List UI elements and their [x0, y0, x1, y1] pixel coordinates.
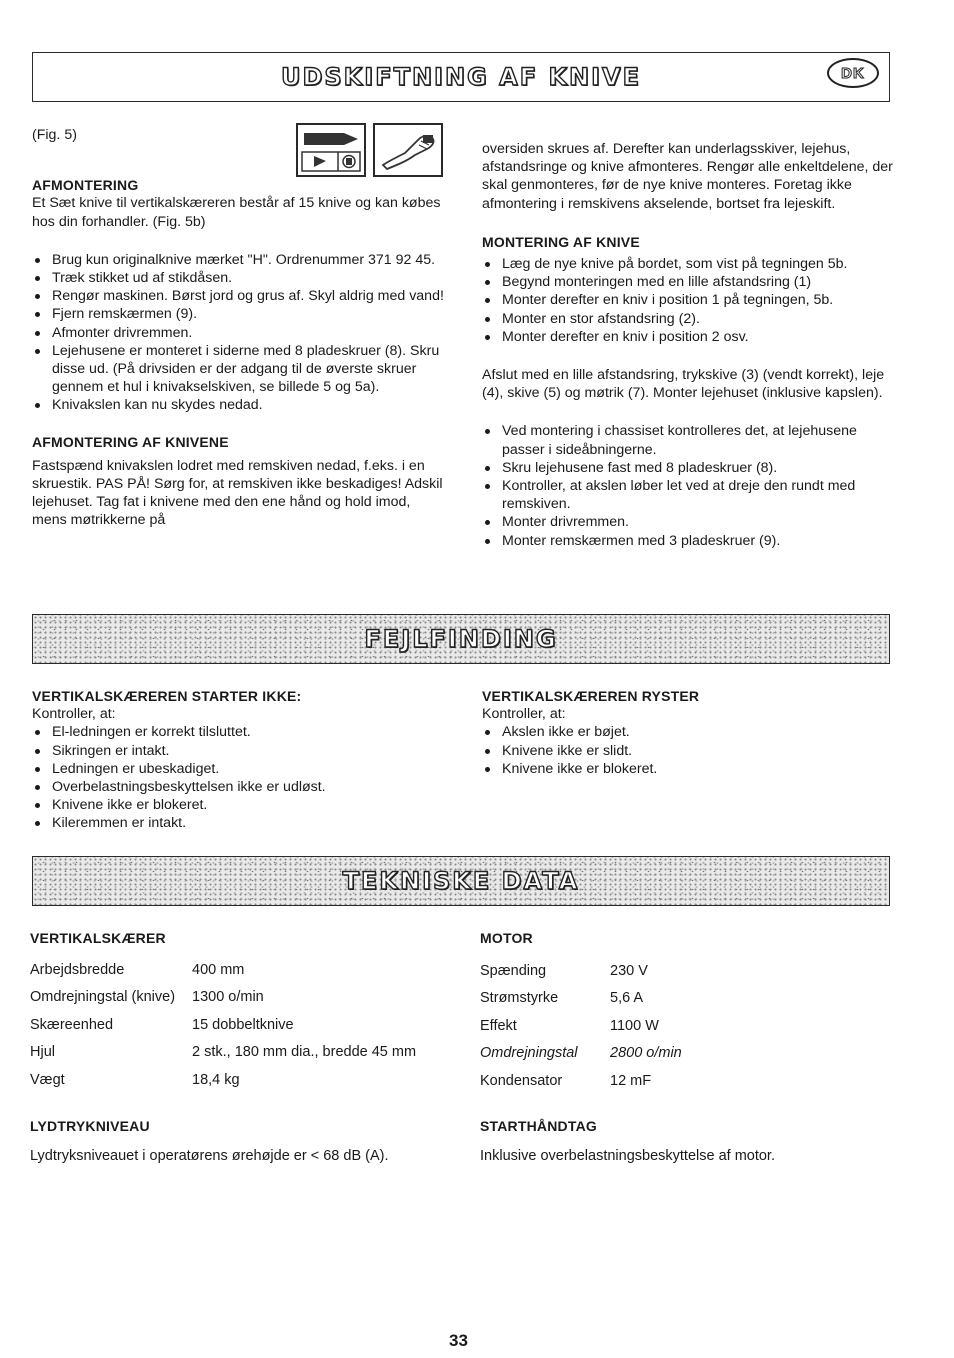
spec-row	[30, 1011, 460, 1039]
spec-motor	[480, 930, 880, 1095]
list-item: El-ledningen er korrekt tilsluttet.	[32, 723, 447, 741]
montering-text: Afslut med en lille afstandsring, trykskive (3) (vendt korrekt), leje (4), skive (5) og møtrik (7). Monter lejehuset (inklusive kapslen).	[482, 367, 885, 402]
spec-vertikalskaerer	[30, 930, 460, 1094]
section-title-udskiftning: UDSKIFTNING AF KNIVE	[280, 63, 642, 91]
spec-value: 230 V	[610, 962, 648, 979]
heading-afmontering-knivene: AFMONTERING AF KNIVENE	[32, 433, 229, 450]
spec-value: 1300 o/min	[192, 989, 264, 1006]
list-item: Ledningen er ubeskadiget.	[32, 760, 447, 778]
starter-ikke-checks	[32, 723, 447, 832]
spec-row	[30, 984, 460, 1012]
list-item: Akslen ikke er bøjet.	[482, 723, 896, 741]
language-badge-label: DK	[841, 64, 865, 82]
list-item: Knivene ikke er blokeret.	[482, 760, 896, 778]
spec-value: 2 stk., 180 mm dia., bredde 45 mm	[192, 1044, 417, 1061]
list-item: Afmonter drivremmen.	[32, 324, 447, 342]
spec-row	[30, 956, 460, 984]
list-item: Træk stikket ud af stikdåsen.	[32, 269, 447, 287]
section-banner-udskiftning	[32, 52, 890, 102]
afmontering-intro: Et Sæt knive til vertikalskæreren består af 15 knive og kan købes hos din forhandler. (Fig. 5b)	[32, 195, 441, 230]
list-item: Knivene ikke er blokeret.	[32, 796, 447, 814]
list-item: Knivakslen kan nu skydes nedad.	[32, 396, 447, 414]
spec-label: Hjul	[30, 1044, 55, 1061]
spec-value: 400 mm	[192, 961, 245, 978]
spec-label: Omdrejningstal (knive)	[30, 989, 176, 1006]
check-intro: Kontroller, at:	[482, 706, 566, 723]
left-column	[32, 126, 447, 530]
spec-label: Vægt	[30, 1071, 65, 1088]
spec-label: Omdrejningstal	[480, 1045, 578, 1062]
lydtryk-text: Lydtryksniveauet i operatørens ørehøjde er < 68 dB (A).	[30, 1148, 389, 1165]
spec-value: 1100 W	[610, 1017, 659, 1034]
spec-value: 5,6 A	[610, 990, 644, 1007]
fejlfinding-left	[32, 687, 447, 833]
right-column	[482, 140, 896, 550]
figure-reference: (Fig. 5)	[32, 127, 77, 143]
list-item: Monter drivremmen.	[482, 513, 896, 531]
spec-label: Arbejdsbredde	[30, 961, 125, 978]
section-title-tekniske-data: TEKNISKE DATA	[342, 867, 580, 895]
heading-starthandtag: STARTHÅNDTAG	[480, 1118, 597, 1134]
page-number: 33	[449, 1331, 468, 1350]
list-item: Monter derefter en kniv i position 2 osv.	[482, 328, 896, 346]
list-item: Ved montering i chassiset kontrolleres det, at lejehusene passer i sideåbningerne.	[482, 422, 896, 458]
list-item: Sikringen er intakt.	[32, 742, 447, 760]
spec-row	[480, 957, 880, 985]
list-item: Brug kun originalknive mærket "H". Ordrenummer 371 92 45.	[32, 251, 447, 269]
heading-ryster: VERTIKALSKÆREREN RYSTER	[482, 688, 700, 704]
list-item: Skru lejehusene fast med 8 pladeskruer (8).	[482, 459, 896, 477]
starthandtag-text: Inklusive overbelastningsbeskyttelse af motor.	[480, 1148, 775, 1165]
spec-label: Strømstyrke	[480, 990, 559, 1007]
heading-starter-ikke: VERTIKALSKÆREREN STARTER IKKE:	[32, 688, 302, 704]
afmontering-steps	[32, 251, 447, 415]
list-item: Kileremmen er intakt.	[32, 814, 447, 832]
heading-motor: MOTOR	[480, 930, 533, 946]
ryster-checks	[482, 723, 896, 778]
spec-row	[480, 985, 880, 1013]
lydtryk-block	[30, 1117, 460, 1165]
heading-vertikalskaerer: VERTIKALSKÆRER	[30, 930, 166, 946]
fejlfinding-right	[482, 687, 896, 778]
spec-label: Effekt	[480, 1017, 517, 1034]
heading-lydtryk: LYDTRYKNIVEAU	[30, 1118, 150, 1134]
list-item: Begynd monteringen med en lille afstandsring (1)	[482, 273, 896, 291]
section-banner-tekniske-data	[32, 856, 890, 906]
list-item: Læg de nye knive på bordet, som vist på tegningen 5b.	[482, 255, 896, 273]
spec-value: 12 mF	[610, 1072, 652, 1089]
spec-label: Skæreenhed	[30, 1016, 114, 1033]
language-badge	[827, 58, 879, 88]
spec-row	[30, 1039, 460, 1067]
list-item: Fjern remskærmen (9).	[32, 305, 447, 323]
list-item: Lejehusene er monteret i siderne med 8 pladeskruer (8). Skru disse ud. (På drivsiden er der adgang til de øverste skruer gennem et hul i knivakselskiven, se billede 5 og 5a).	[32, 342, 447, 397]
starthandtag-block	[480, 1117, 890, 1165]
spec-row	[480, 1040, 880, 1068]
montering-steps	[482, 255, 896, 346]
list-item: Knivene ikke er slidt.	[482, 742, 896, 760]
heading-afmontering: AFMONTERING	[32, 177, 139, 194]
section-title-fejlfinding: FEJLFINDING	[364, 625, 558, 653]
spec-label: Kondensator	[480, 1072, 563, 1089]
list-item: Overbelastningsbeskyttelsen ikke er udløst.	[32, 778, 447, 796]
heading-montering: MONTERING AF KNIVE	[482, 233, 640, 250]
afmontering-knivene-text: Fastspænd knivakslen lodret med remskiven nedad, f.eks. i en skruestik. PAS PÅ! Sørg for, at remskiven ikke beskadiges! Adskil lejehuset. Tag fat i knivene med den ene hånd og hold imod, mens møtrikkerne på	[32, 457, 443, 529]
spec-value: 2800 o/min	[610, 1045, 682, 1062]
montering-steps-2	[482, 422, 896, 549]
list-item: Rengør maskinen. Børst jord og grus af. Skyl aldrig med vand!	[32, 287, 447, 305]
list-item: Monter remskærmen med 3 pladeskruer (9).	[482, 532, 896, 550]
check-intro: Kontroller, at:	[32, 706, 116, 723]
list-item: Monter derefter en kniv i position 1 på tegningen, 5b.	[482, 291, 896, 309]
spec-value: 18,4 kg	[192, 1071, 240, 1088]
list-item: Kontroller, at akslen løber let ved at dreje den rundt med remskiven.	[482, 477, 896, 513]
spec-row	[30, 1066, 460, 1094]
spec-value: 15 dobbeltknive	[192, 1016, 294, 1033]
spec-row	[480, 1012, 880, 1040]
continued-text: oversiden skrues af. Derefter kan underlagsskiver, lejehus, afstandsringe og knive afmonteres. Rengør alle enkeltdelene, der skal genmonteres, før de nye knive monteres. Foretag ikke afmontering i remskivens akselende, bortset fra lejeskift.	[482, 141, 893, 212]
section-banner-fejlfinding	[32, 614, 890, 664]
list-item: Monter en stor afstandsring (2).	[482, 310, 896, 328]
spec-row	[480, 1067, 880, 1095]
spec-label: Spænding	[480, 962, 547, 979]
